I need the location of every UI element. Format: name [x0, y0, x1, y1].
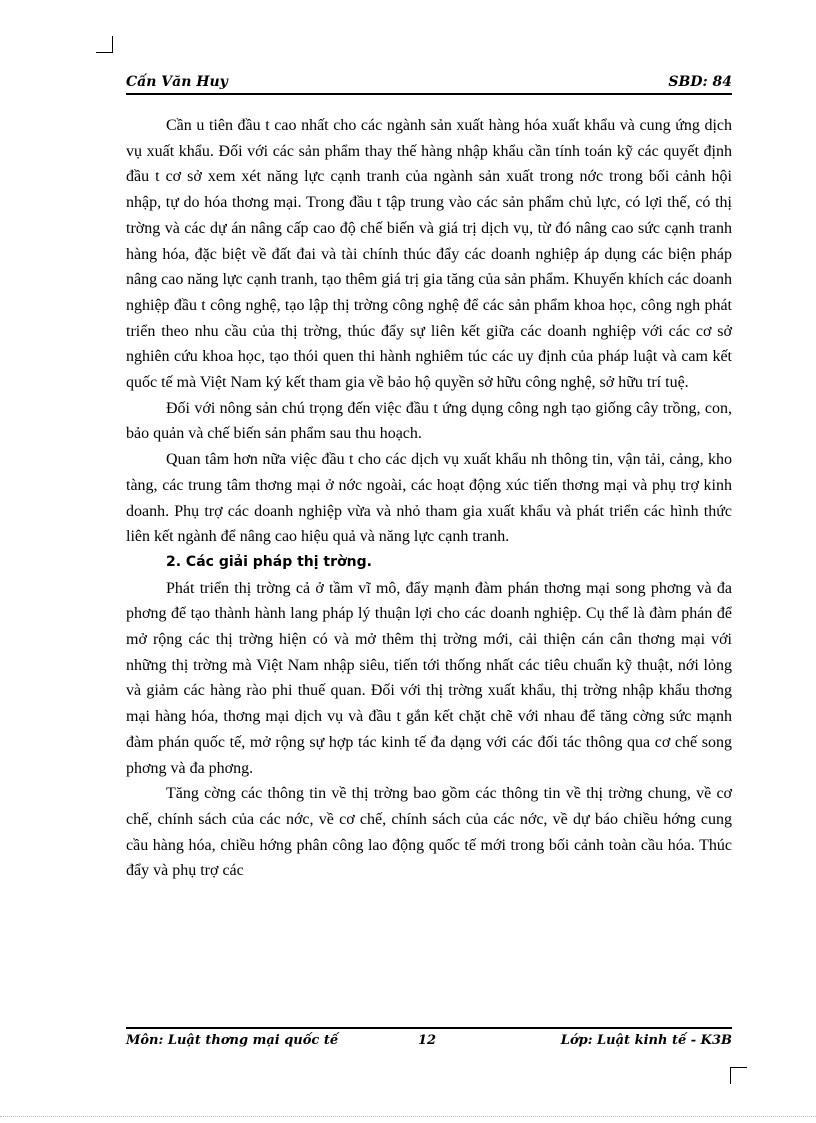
paragraph-5: Tăng cờng các thông tin về thị trờng bao gồm các thông tin về thị trờng chung, về cơ chế, chính sách của các nớc, về cơ chế, chính sách của các nớc, về dự báo chiều hớng cung cầu hàng hóa, chiều hớng phân công lao động quốc tế mới trong bối cảnh toàn cầu hóa. Thúc đẩy và phụ trợ các	[126, 785, 732, 880]
page-header	[126, 72, 732, 94]
paragraph-2: Đối với nông sản chú trọng đến việc đầu t ứng dụng công ngh tạo giống cây trồng, con, bảo quản và chế biến sản phẩm sau thu hoạch.	[126, 399, 732, 443]
crop-mark-top-left	[96, 36, 113, 53]
document-body	[126, 113, 732, 884]
page-number: 12	[418, 1033, 437, 1048]
crop-mark-bottom-right	[730, 1067, 747, 1084]
paragraph-3: Quan tâm hơn nữa việc đầu t cho các dịch vụ xuất khẩu nh thông tin, vận tải, cảng, kho tàng, các trung tâm thơng mại ở nớc ngoài, các hoạt động xúc tiến thơng mại và phụ trợ kinh doanh. Phụ trợ các doanh nghiệp vừa và nhỏ tham gia xuất khẩu và phát triển các hình thức liên kết ngành để nâng cao hiệu quả và năng lực cạnh tranh.	[126, 451, 732, 546]
footer-class: Lớp: Luật kinh tế - K3B	[560, 1033, 732, 1048]
page-break-line	[0, 1116, 816, 1117]
paragraph-1: Cần u tiên đầu t cao nhất cho các ngành sản xuất hàng hóa xuất khẩu và cung ứng dịch vụ xuất khẩu. Đối với các sản phẩm thay thế hàng nhập khẩu cần tính toán kỹ các quyết định đầu t cơ sở xem xét năng lực cạnh tranh của ngành sản xuất trong nớc trong bối cảnh hội nhập, tự do hóa thơng mại. Trong đầu t tập trung vào các sản phẩm chủ lực, có lợi thế, có thị trờng và các dự án nâng cấp cao độ chế biến và giá trị dịch vụ, từ đó nâng cao sức cạnh tranh hàng hóa, đặc biệt về đất đai và tài chính thúc đẩy các doanh nghiệp áp dụng các biện pháp nâng cao năng lực cạnh tranh, tạo thêm giá trị gia tăng của sản phẩm. Khuyến khích các doanh nghiệp đầu t công nghệ, tạo lập thị trờng công nghệ để các sản phẩm khoa học, công ngh phát triển theo nhu cầu của thị trờng, thúc đẩy sự liên kết giữa các doanh nghiệp với các cơ sở nghiên cứu khoa học, tạo thói quen thi hành nghiêm túc các uy định của pháp luật và cam kết quốc tế mà Việt Nam ký kết tham gia về bảo hộ quyền sở hữu công nghệ, sở hữu trí tuệ.	[126, 117, 732, 392]
footer-subject: Môn: Luật thơng mại quốc tế	[126, 1033, 339, 1048]
footer-rule	[126, 1027, 732, 1029]
header-rule	[126, 93, 732, 95]
page-footer	[126, 1033, 732, 1055]
header-sbd: SBD: 84	[668, 74, 732, 90]
paragraph-4: Phát triển thị trờng cả ở tầm vĩ mô, đẩy mạnh đàm phán thơng mại song phơng và đa phơng để tạo thành hành lang pháp lý thuận lợi cho các doanh nghiệp. Cụ thể là đàm phán để mở rộng các thị trờng hiện có và mở thêm thị trờng mới, cải thiện cán cân thơng mại với những thị trờng mà Việt Nam nhập siêu, tiến tới thống nhất các tiêu chuẩn kỹ thuật, nới lỏng và giảm các hàng rào phi thuế quan. Đối với thị trờng xuất khẩu, thị trờng nhập khẩu thơng mại hàng hóa, thơng mại dịch vụ và đầu t gắn kết chặt chẽ với nhau để tăng cờng sức mạnh đàm phán quốc tế, mở rộng sự hợp tác kinh tế đa dạng với các đối tác thông qua cơ chế song phơng và đa phơng.	[126, 579, 732, 777]
section-heading: 2. Các giải pháp thị trờng.	[166, 553, 372, 570]
header-author: Cấn Văn Huy	[126, 74, 228, 90]
